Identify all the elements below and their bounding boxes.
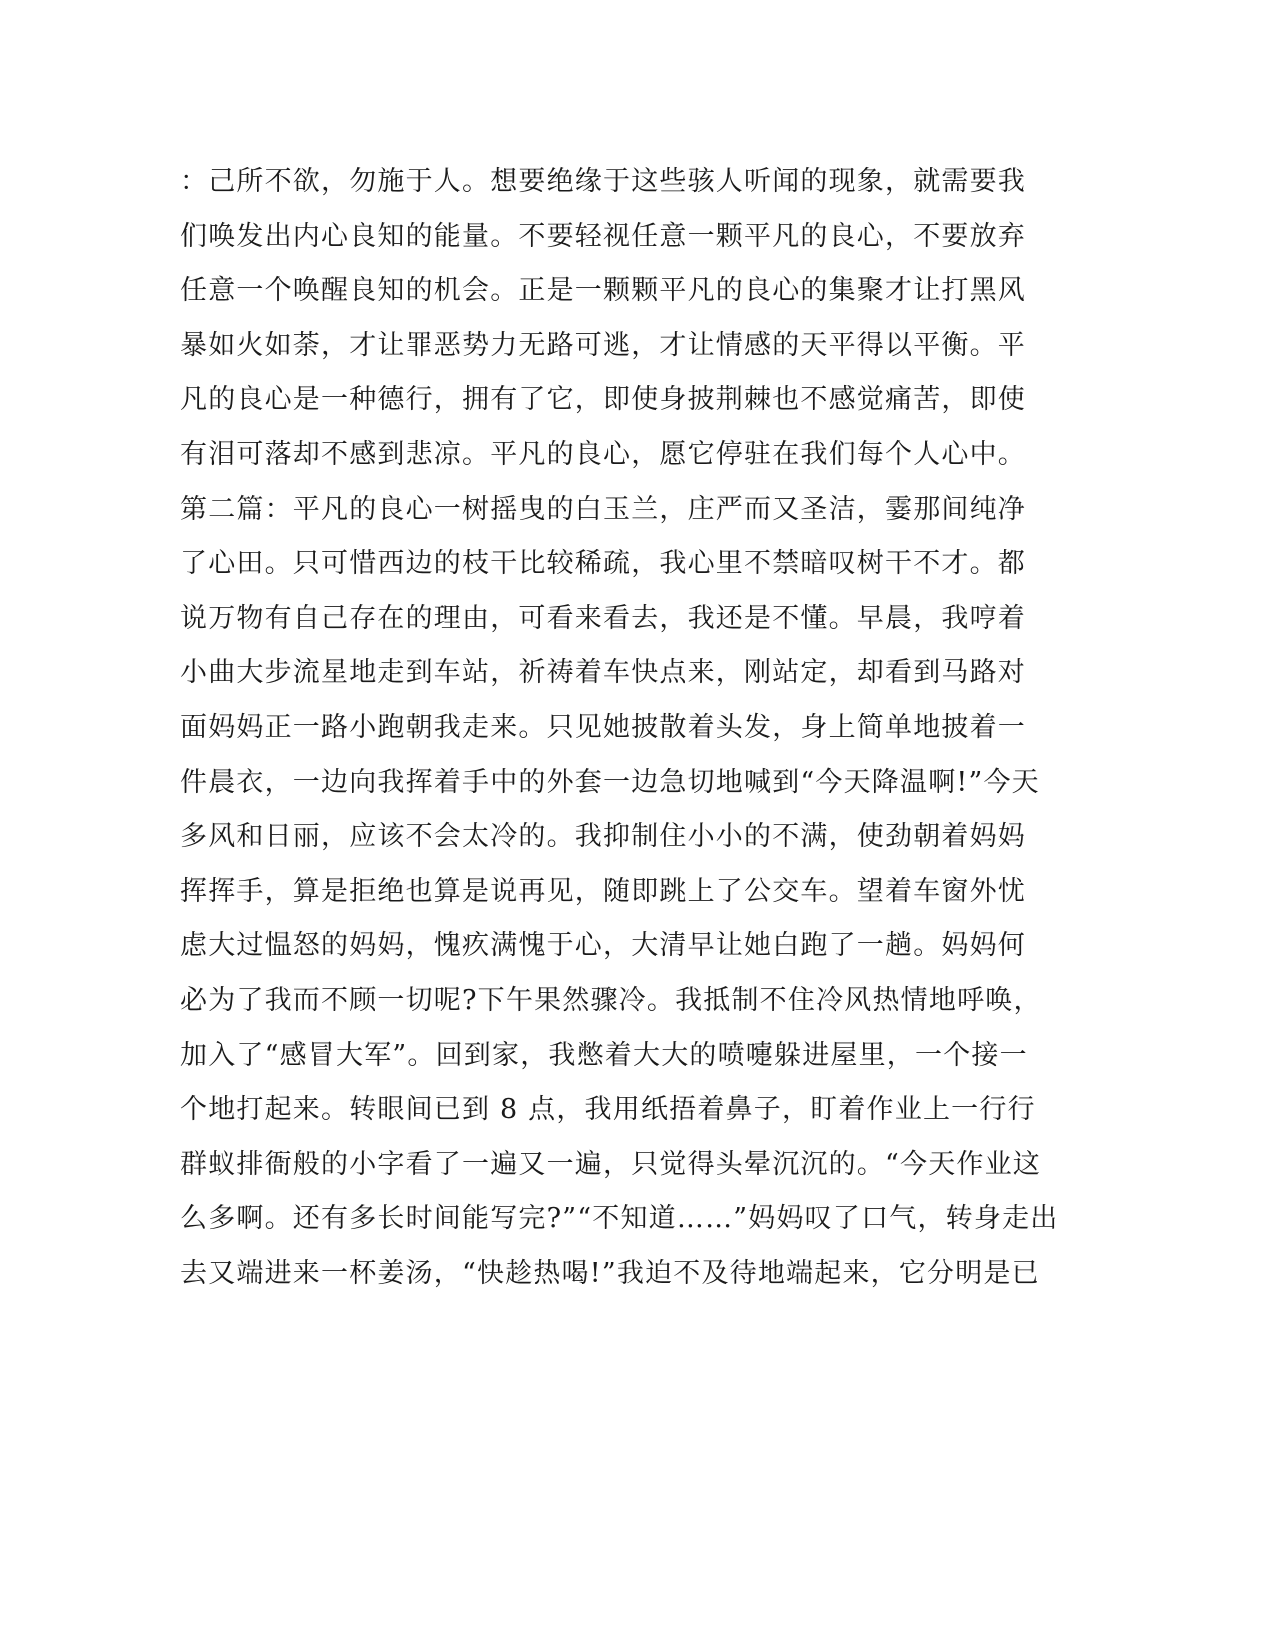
text-line: 了心田。只可惜西边的枝干比较稀疏，我心里不禁暗叹树干不才。都 (180, 548, 1026, 580)
text-line: 任意一个唤醒良知的机会。正是一颗颗平凡的良心的集聚才让打黑风 (180, 275, 1026, 307)
text-line: 挥挥手，算是拒绝也算是说再见，随即跳上了公交车。望着车窗外忧 (180, 875, 1026, 907)
text-line: ：己所不欲，勿施于人。想要绝缘于这些骇人听闻的现象，就需要我 (180, 166, 1026, 197)
text-line: 群蚁排衙般的小字看了一遍又一遍，只觉得头晕沉沉的。“今天作业这 (180, 1148, 1042, 1180)
body-text (180, 155, 1080, 1301)
text-line: 面妈妈正一路小跑朝我走来。只见她披散着头发，身上简单地披着一 (180, 711, 1026, 743)
text-line: 凡的良心是一种德行，拥有了它，即使身披荆棘也不感觉痛苦，即使 (180, 384, 1026, 416)
text-line: 去又端进来一杯姜汤，“快趁热喝!”我迫不及待地端起来，它分明是已 (180, 1257, 1040, 1289)
text-line: 有泪可落却不感到悲凉。平凡的良心，愿它停驻在我们每个人心中。 (180, 438, 1026, 470)
text-line: 加入了“感冒大军”。回到家，我憋着大大的喷嚏躲进屋里，一个接一 (180, 1039, 1028, 1071)
text-line: 说万物有自己存在的理由，可看来看去，我还是不懂。早晨，我哼着 (180, 602, 1026, 634)
text-line: 个地打起来。转眼间已到 8 点，我用纸捂着鼻子，盯着作业上一行行 (180, 1094, 1036, 1126)
text-line: 必为了我而不顾一切呢?下午果然骤冷。我抵制不住冷风热情地呼唤， (180, 984, 1042, 1016)
text-line: 件晨衣，一边向我挥着手中的外套一边急切地喊到“今天降温啊!”今天 (180, 766, 1040, 798)
text-line: 虑大过愠怒的妈妈，愧疚满愧于心，大清早让她白跑了一趟。妈妈何 (180, 930, 1026, 962)
text-line: 暴如火如荼，才让罪恶势力无路可逃，才让情感的天平得以平衡。平 (180, 329, 1026, 361)
text-line: 们唤发出内心良知的能量。不要轻视任意一颗平凡的良心，不要放弃 (180, 220, 1026, 252)
text-line: 小曲大步流星地走到车站，祈祷着车快点来，刚站定，却看到马路对 (180, 657, 1026, 689)
text-line: 么多啊。还有多长时间能写完?”“不知道……”妈妈叹了口气，转身走出 (180, 1203, 1059, 1235)
text-line: 多风和日丽，应该不会太冷的。我抑制住小小的不满，使劲朝着妈妈 (180, 821, 1026, 853)
text-line: 第二篇：平凡的良心一树摇曳的白玉兰，庄严而又圣洁，霎那间纯净 (180, 493, 1026, 525)
